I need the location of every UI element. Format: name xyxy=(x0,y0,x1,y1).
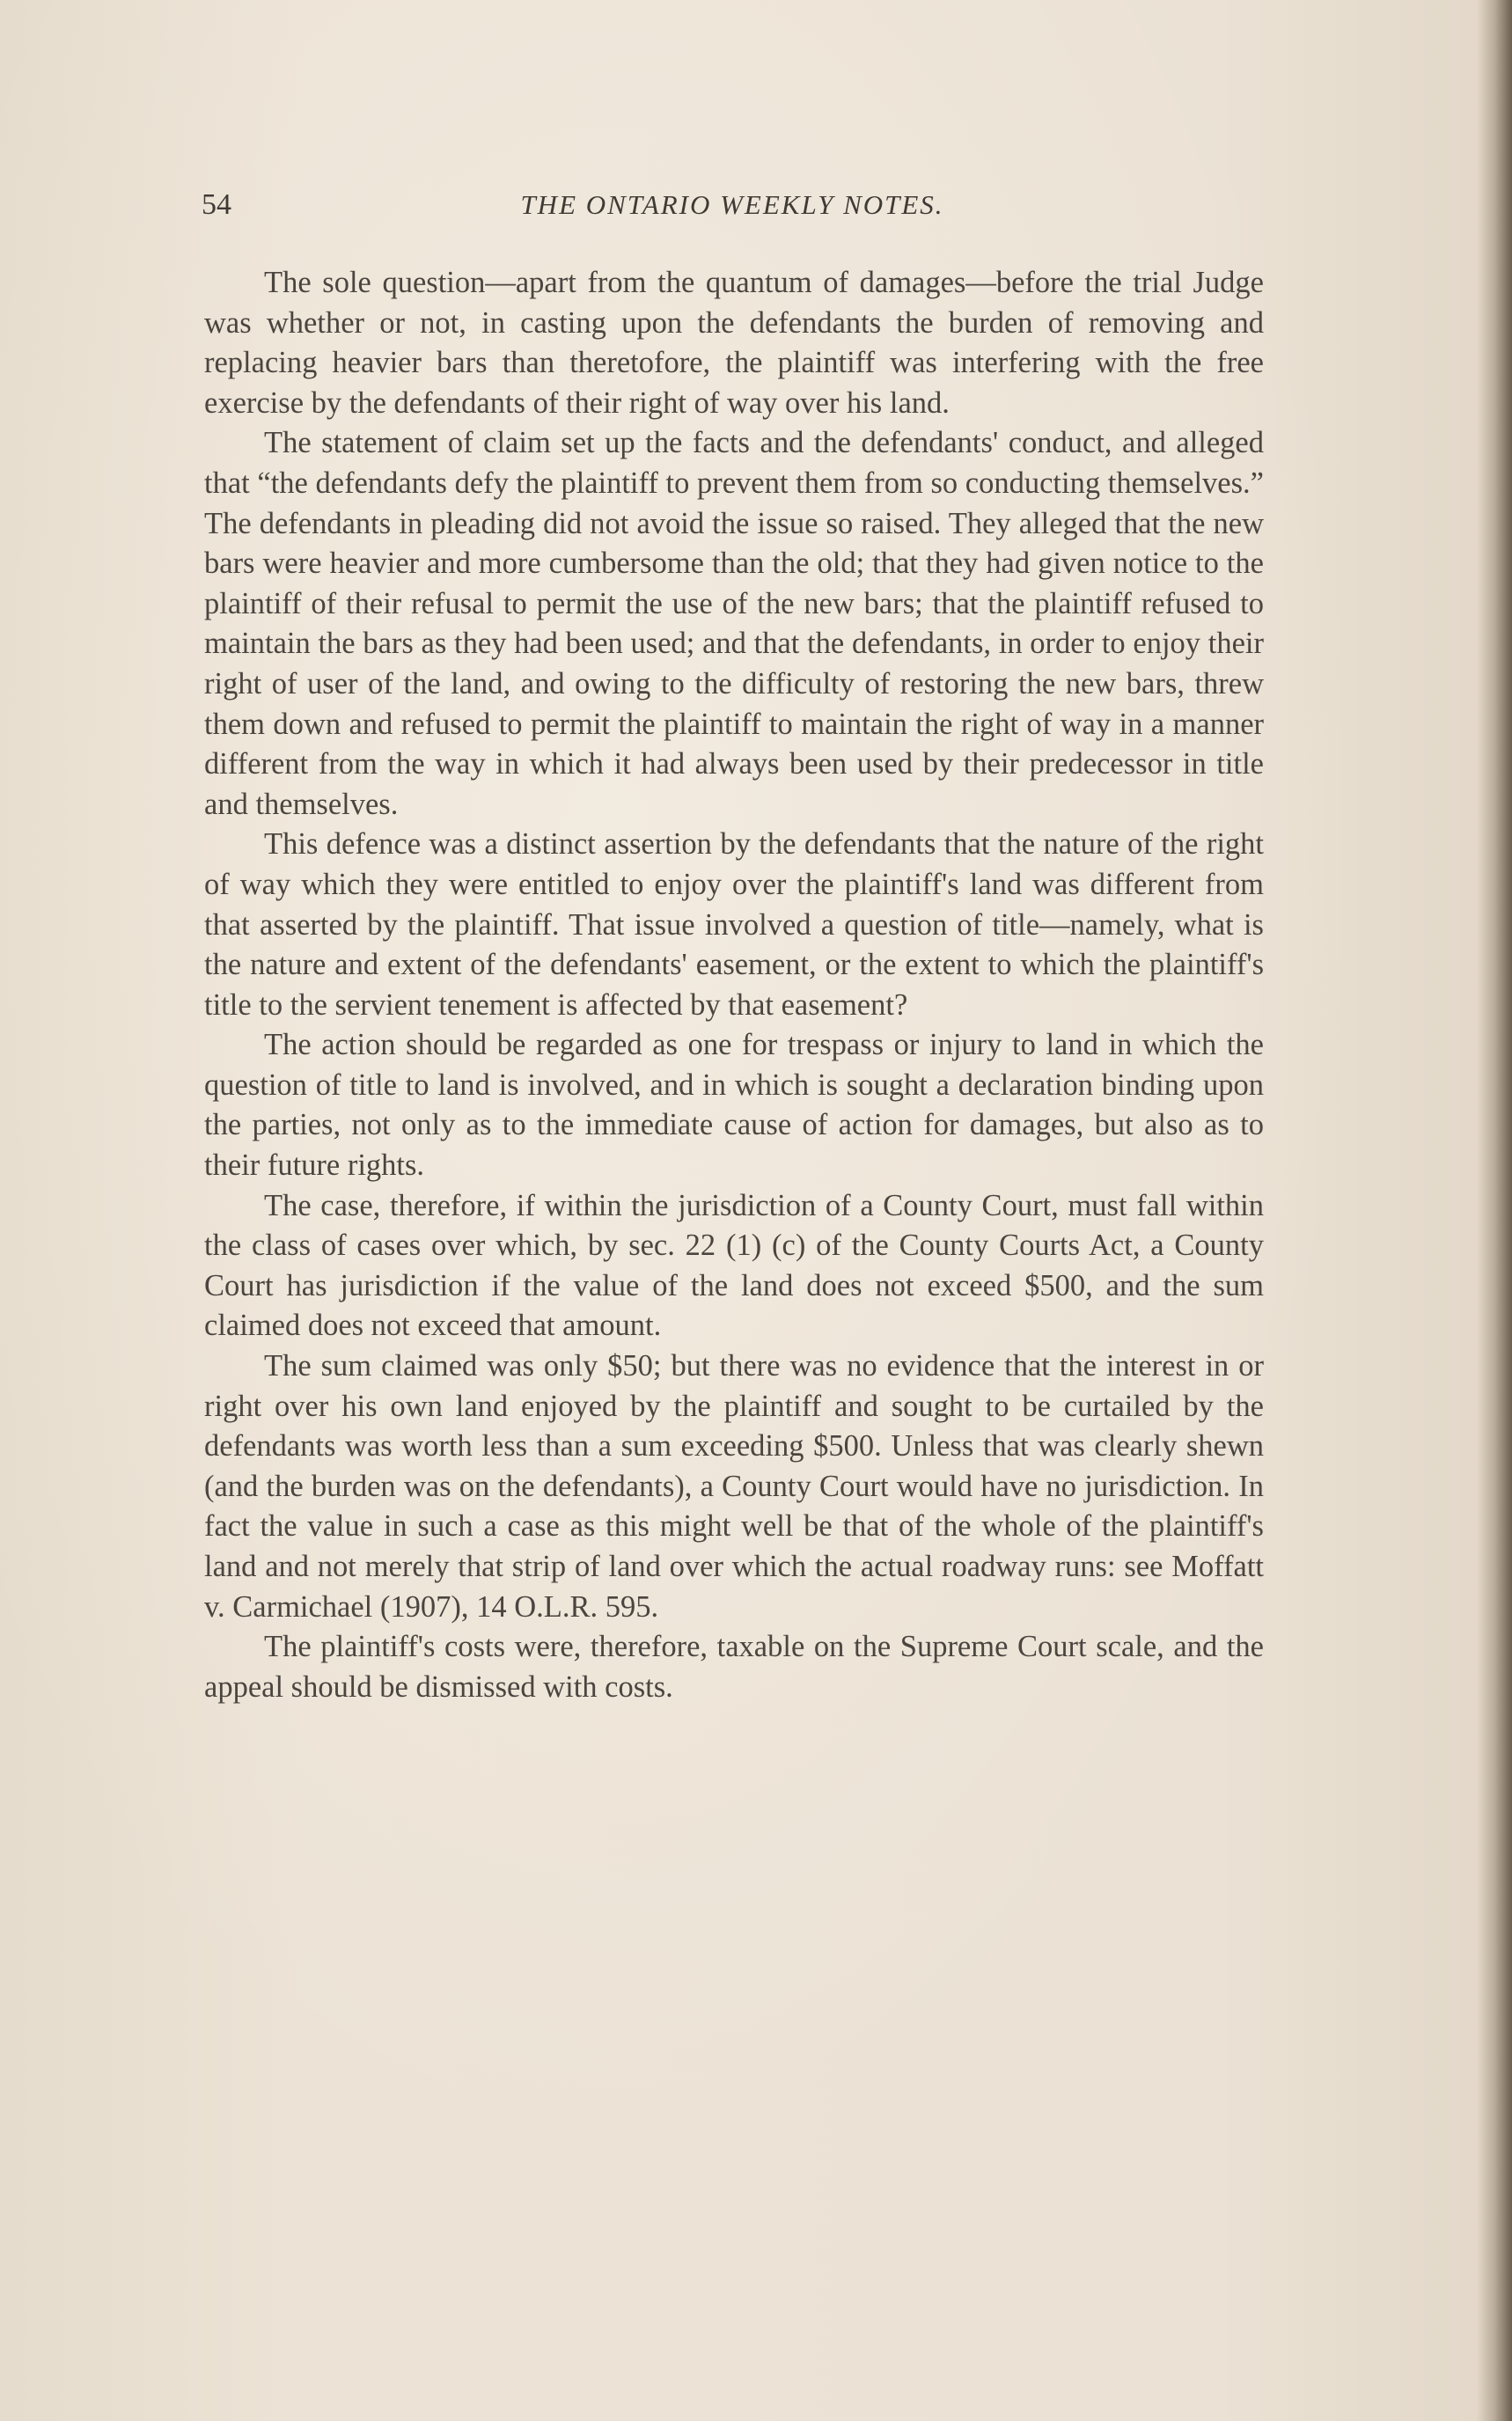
running-title: THE ONTARIO WEEKLY NOTES. xyxy=(520,189,944,220)
page-edge-shadow xyxy=(1477,0,1512,2421)
page-number: 54 xyxy=(202,188,231,221)
paragraph: This defence was a distinct assertion by the defendants that the nature of the right of way which they were entitled to enjoy over the plaintiff's land was different from that asserted by the plaintiff. That issue involved a question of title—namely, what is the nature and extent of the defendants' easement, or the extent to which the plaintiff's title to the servient tenement is affected by that easement? xyxy=(204,827,1264,1022)
paragraph: The plaintiff's costs were, therefore, taxable on the Supreme Court scale, and the appeal should be dismissed with costs. xyxy=(204,1630,1264,1704)
paragraph: The sum claimed was only $50; but there was no evidence that the interest in or right over his own land enjoyed by the plaintiff and sought to be curtailed by the defendants was worth less than a sum exceeding $500. Unless that was clearly shewn (and the burden was on the defendants), a County Court would have no jurisdiction. In fact the value in such a case as this might well be that of the whole of the plaintiff's land and not merely that strip of land over which the actual roadway runs: see Moffatt v. Carmichael (1907), 14 O.L.R. 595. xyxy=(204,1349,1264,1624)
paragraph: The statement of claim set up the facts and the defendants' conduct, and alleged that “the defendants defy the plaintiff to prevent them from so conducting themselves.” The defendants in pleading did not avoid the issue so raised. They alleged that the new bars were heavier and more cumbersome than the old; that they had given notice to the plaintiff of their refusal to permit the use of the new bars; that the plaintiff refused to maintain the bars as they had been used; and that the defendants, in order to enjoy their right of user of the land, and owing to the difficulty of restoring the new bars, threw them down and refused to permit the plaintiff to maintain the right of way in a manner different from the way in which it had always been used by their predecessor in title and themselves. xyxy=(204,426,1264,821)
page-header xyxy=(202,183,1263,227)
body-text xyxy=(204,263,1264,1707)
paragraph: The action should be regarded as one for trespass or injury to land in which the question of title to land is involved, and in which is sought a declaration binding upon the parties, not only as to the immediate cause of action for damages, but also as to their future rights. xyxy=(204,1028,1264,1183)
paragraph: The case, therefore, if within the jurisdiction of a County Court, must fall within the class of cases over which, by sec. 22 (1) (c) of the County Courts Act, a County Court has jurisdiction if the value of the land does not exceed $500, and the sum claimed does not exceed that amount. xyxy=(204,1188,1264,1343)
paragraph: The sole question—apart from the quantum of damages—before the trial Judge was whether or not, in casting upon the defendants the burden of removing and replacing heavier bars than theretofore, the plaintiff was interfering with the free exercise by the defendants of their right of way over his land. xyxy=(204,266,1264,420)
